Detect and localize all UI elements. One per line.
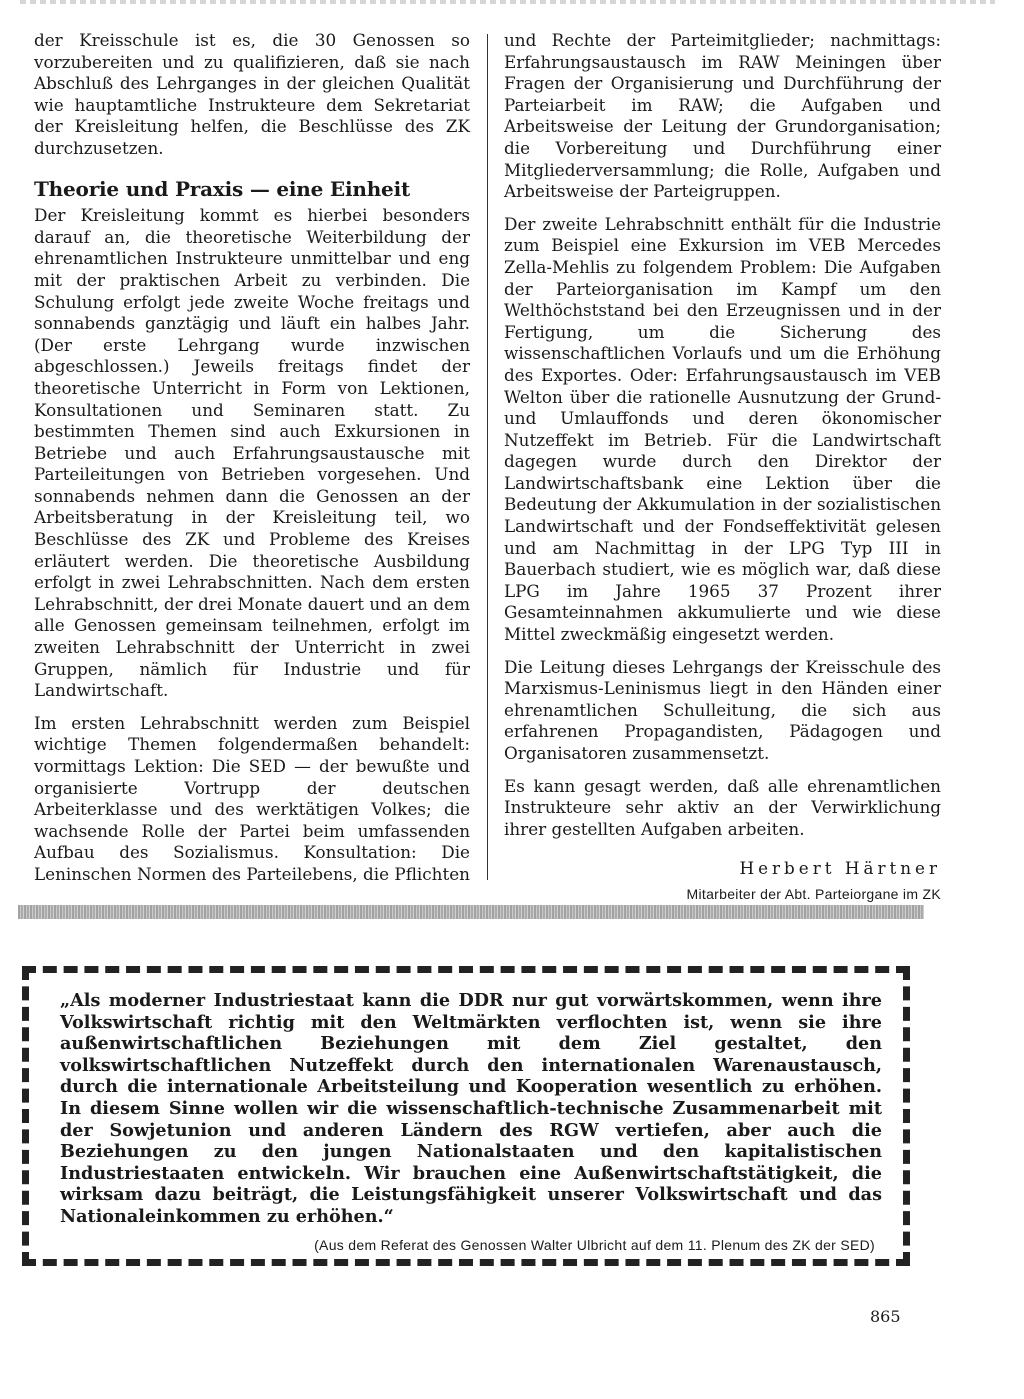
quote-text: „Als moderner Industriestaat kann die DDR nur gut vorwärtskommen, wenn ihre Volkswirtschaft richtig mit den Weltmärkten verflochten ist, wenn sie ihre außenwirtschaftlichen Beziehungen mit dem Ziel gestaltet, den volkswirtschaftlichen Nutzeffekt durch den internationalen Warenaustausch, durch die internationale Arbeitsteilung und Kooperation wesentlich zu erhöhen. In diesem Sinne wollen wir die wissenschaftlich-technische Zusammenarbeit mit der Sowjetunion und anderen Ländern des RGW vertiefen, aber auch die Beziehungen zu den jungen Nationalstaaten und den kapitalistischen Industriestaaten entwickeln. Wir brauchen eine Außenwirtschaftstätigkeit, die wirksam dazu beiträgt, die Leistungsfähigkeit unserer Volkswirtschaft und das Nationaleinkommen zu erhöhen.“ xyxy=(60,990,882,1227)
author-name: Herbert Härtner xyxy=(739,858,941,879)
quote-source: (Aus dem Referat des Genossen Walter Ulbricht auf dem 11. Plenum des ZK der SED) xyxy=(314,1237,875,1253)
right-paragraph-3: Die Leitung dieses Lehrgangs der Kreisschule des Marxismus-Leninismus liegt in den Händen einer ehrenamtlichen Schulleitung, die sich aus erfahrenen Propagandisten, Pädagogen und Organisatoren zusammensetzt. xyxy=(504,656,941,763)
page-number: 865 xyxy=(870,1307,901,1326)
right-paragraph-1: und Rechte der Parteimitglieder; nachmittags: Erfahrungsaustausch im RAW Meiningen über Fragen der Organisierung und Durchführung der Parteiarbeit im RAW; die Aufgaben und Arbeitsweise der Leitung der Grundorganisation; die Vorbereitung und Durchführung einer Mitgliederversammlung; die Rolle, Aufgaben und Arbeitsweise der Parteigruppen. xyxy=(504,30,941,202)
left-paragraph-3: Im ersten Lehrabschnitt werden zum Beispiel wichtige Themen folgendermaßen behandelt: vormittags Lektion: Die SED — der bewußte und organisierte Vortrupp der deutschen Arbeiterklasse und des werktätigen Volkes; die wachsende Rolle der Partei beim umfassenden Aufbau des Sozialismus. Konsultation: Die Leninschen Normen des Parteilebens, die Pflichten xyxy=(34,712,470,884)
right-paragraph-4: Es kann gesagt werden, daß alle ehrenamtlichen Instrukteure sehr aktiv an der Verwirklichung ihrer gestellten Aufgaben arbeiten. xyxy=(504,775,941,839)
horizontal-separator xyxy=(18,905,924,919)
column-divider xyxy=(487,34,488,880)
top-border-fragment xyxy=(20,0,995,4)
left-intro-paragraph: der Kreisschule ist es, die 30 Genossen so vorzubereiten und zu qualifizieren, daß sie nach Abschluß des Lehrganges in der gleichen Qualität wie hauptamtliche Instrukteure dem Sekretariat der Kreisleitung helfen, die Beschlüsse des ZK durchzusetzen. xyxy=(34,30,470,158)
left-column xyxy=(34,30,470,886)
author-role: Mitarbeiter der Abt. Parteiorgane im ZK xyxy=(686,885,941,902)
right-column xyxy=(504,30,941,906)
right-paragraph-2: Der zweite Lehrabschnitt enthält für die Industrie zum Beispiel eine Exkursion im VEB Mercedes Zella-Mehlis zu folgendem Problem: Die Aufgaben der Parteiorganisation im Kampf um den Welthöchststand bei den Erzeugnissen und in der Fertigung, um die Sicherung des wissenschaftlichen Vorlaufs und um die Erhöhung des Exportes. Oder: Erfahrungsaustausch im VEB Welton über die rationelle Ausnutzung der Grund- und Umlauffonds und deren ökonomischer Nutzeffekt im Betrieb. Für die Landwirtschaft dagegen wurde durch den Direktor der Landwirtschaftsbank eine Lektion über die Bedeutung der Akkumulation in der sozialistischen Landwirtschaft und der Fondseffektivität gelesen und am Nachmittag in der LPG Typ III in Bauerbach studiert, wie es möglich war, daß diese LPG im Jahre 1965 37 Prozent ihrer Gesamteinnahmen akkumulierte und wie diese Mittel zweckmäßig eingesetzt werden. xyxy=(504,213,941,645)
section-heading: Theorie und Praxis — eine Einheit xyxy=(34,176,411,201)
left-paragraph-2: Der Kreisleitung kommt es hierbei besonders darauf an, die theoretische Weiterbildung der ehrenamtlichen Instrukteure unmittelbar und eng mit der praktischen Arbeit zu verbinden. Die Schulung erfolgt jede zweite Woche freitags und sonnabends ganztägig und läuft ein halbes Jahr. (Der erste Lehrgang wurde inzwischen abgeschlossen.) Jeweils freitags findet der theoretische Unterricht in Form von Lektionen, Konsultationen und Seminaren statt. Zu bestimmten Themen sind auch Exkursionen in Betriebe und auch Erfahrungsaustausche mit Parteileitungen von Betrieben vorgesehen. Und sonnabends nehmen dann die Genossen an der Arbeitsberatung in der Kreisleitung teil, wo Beschlüsse des ZK und Probleme des Kreises erläutert werden. Die theoretische Ausbildung erfolgt in zwei Lehrabschnitten. Nach dem ersten Lehrabschnitt, der drei Monate dauert und an dem alle Genossen gemeinsam teilnehmen, erfolgt im zweiten Lehrabschnitt der Unterricht in zwei Gruppen, nämlich für Industrie und für Landwirtschaft. xyxy=(34,205,470,701)
